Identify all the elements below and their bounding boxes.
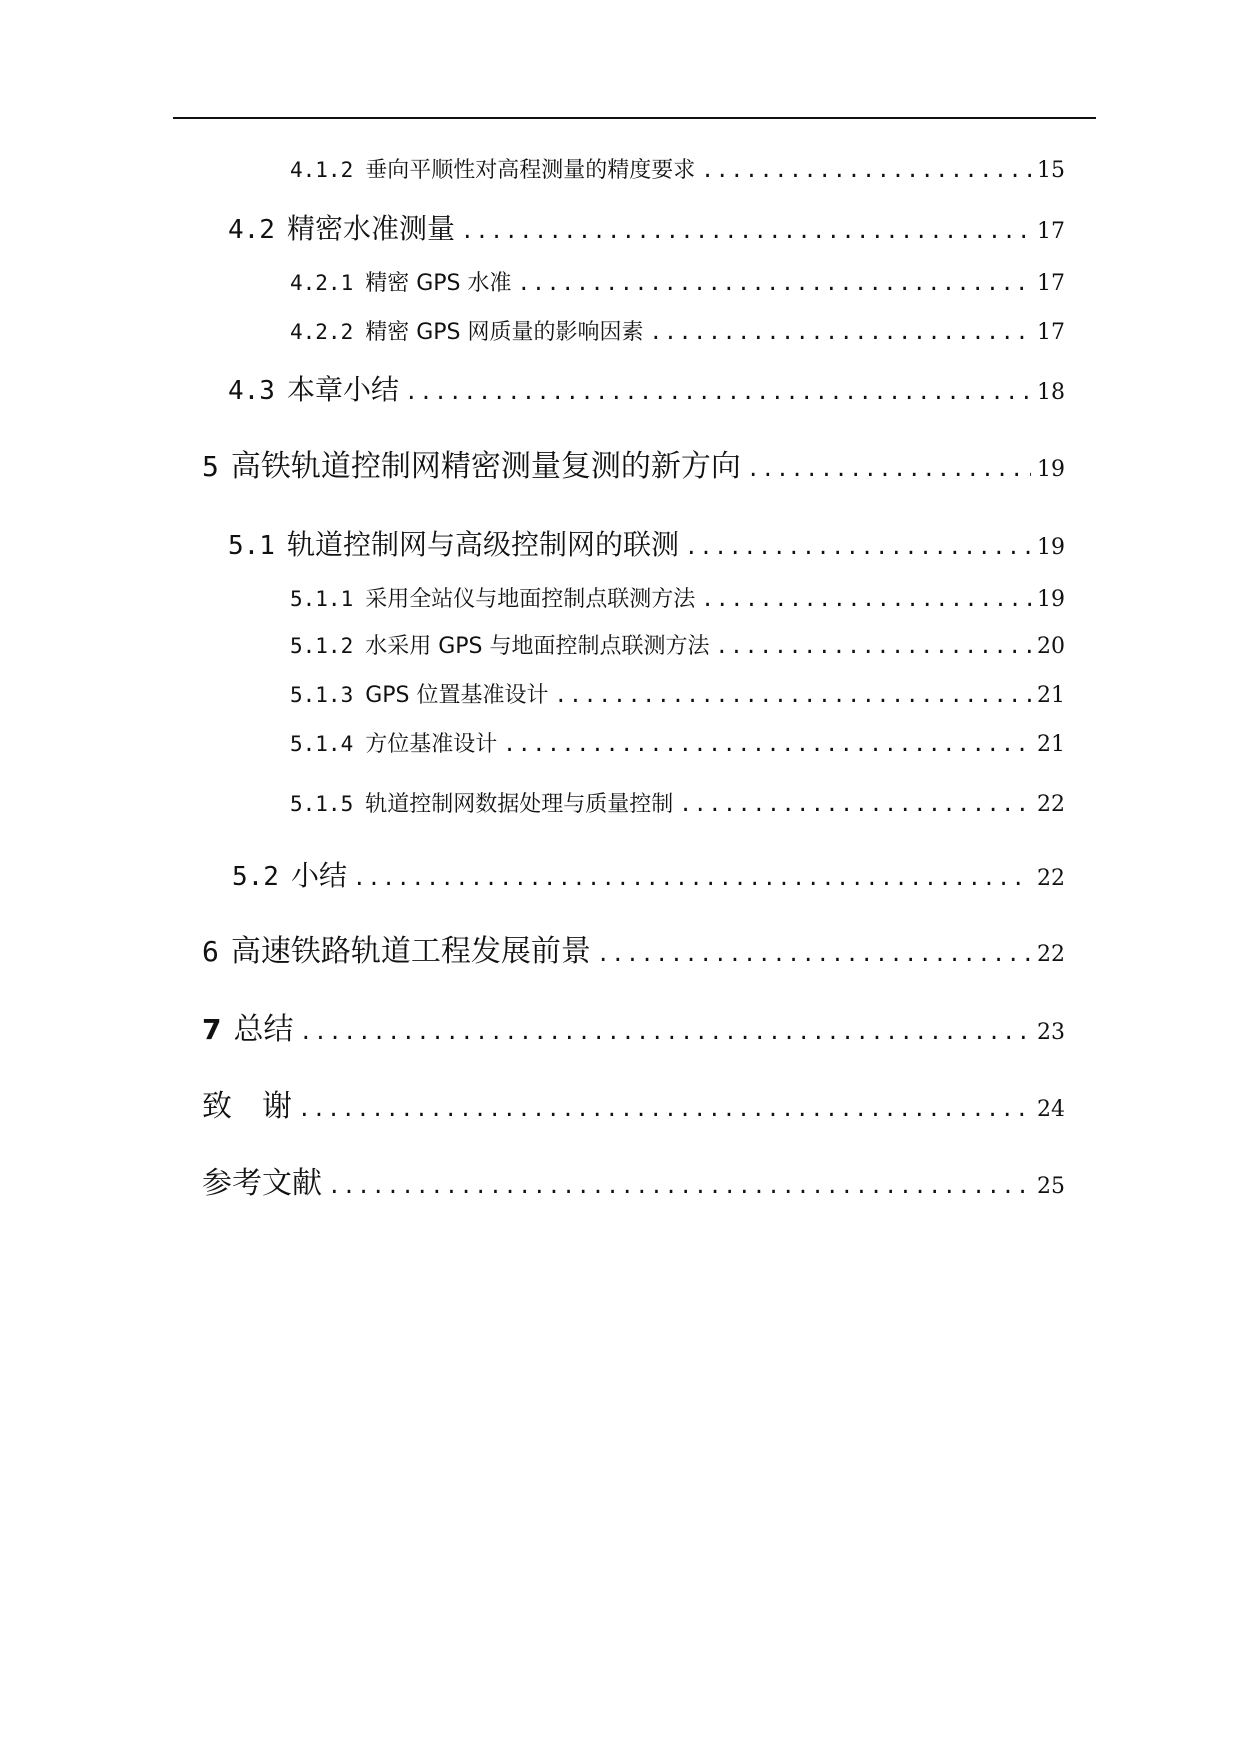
toc-entry-4-2-2[interactable]: [290, 320, 1065, 346]
toc-dot-leader: [685, 535, 1031, 560]
toc-entry-5-1-1[interactable]: [290, 587, 1065, 613]
toc-entry-5[interactable]: [202, 449, 1065, 485]
toc-entry-4-2[interactable]: [228, 212, 1065, 246]
toc-dot-leader: [650, 320, 1032, 345]
toc-entry-page: 15: [1037, 158, 1065, 183]
toc-entry-page: 17: [1037, 320, 1065, 345]
toc-entry-page: 22: [1037, 792, 1065, 817]
toc-entry-title: 本章小结: [286, 373, 399, 406]
toc-entry-page: 18: [1037, 380, 1065, 405]
toc-entry-7[interactable]: [202, 1012, 1065, 1048]
header-rule: [173, 117, 1096, 119]
toc-dot-leader: [298, 1097, 1031, 1122]
toc-entry-page: 19: [1037, 535, 1065, 560]
toc-entry-number: 5.1.2: [290, 634, 354, 658]
toc-entry-page: 19: [1037, 587, 1065, 612]
toc-entry-references[interactable]: [202, 1166, 1065, 1202]
toc-entry-page: 17: [1037, 219, 1065, 244]
toc-entry-title: 轨道控制网数据处理与质量控制: [365, 792, 674, 817]
toc-entry-number: 4.2: [228, 215, 275, 245]
toc-entry-acknowledgements[interactable]: [202, 1089, 1065, 1125]
toc-entry-number: 4.1.2: [290, 158, 354, 182]
toc-dot-leader: [716, 634, 1032, 659]
toc-entry-number: 5.2: [232, 862, 279, 892]
toc-entry-5-1-2[interactable]: [290, 634, 1065, 660]
toc-entry-title: 水采用 GPS 与地面控制点联测方法: [365, 634, 710, 659]
toc-entry-number: 5.1.5: [290, 792, 354, 816]
toc-entry-number: 5.1.3: [290, 683, 354, 707]
toc-entry-5-1-3[interactable]: [290, 683, 1065, 709]
toc-dot-leader: [701, 587, 1031, 612]
toc-dot-leader: [555, 683, 1032, 708]
toc-entry-title: 垂向平顺性对高程测量的精度要求: [365, 158, 696, 183]
toc-entry-6[interactable]: [202, 934, 1065, 970]
toc-entry-page: 19: [1037, 457, 1065, 482]
toc-entry-title: 致 谢: [202, 1089, 292, 1124]
toc-dot-leader: [299, 1020, 1031, 1045]
toc-entry-5-1[interactable]: [228, 528, 1065, 562]
toc-dot-leader: [747, 457, 1031, 482]
toc-entry-title: 参考文献: [202, 1166, 322, 1201]
toc-entry-title: 高速铁路轨道工程发展前景: [230, 934, 591, 969]
toc-entry-page: 24: [1037, 1097, 1065, 1122]
toc-entry-number: 5.1.4: [290, 732, 354, 756]
toc-dot-leader: [597, 942, 1031, 967]
toc-entry-page: 20: [1037, 634, 1065, 659]
toc-entry-4-2-1[interactable]: [290, 271, 1065, 297]
toc-dot-leader: [405, 380, 1031, 405]
toc-entry-page: 22: [1037, 866, 1065, 891]
toc-entry-4-1-2[interactable]: [290, 158, 1065, 184]
toc-entry-page: 21: [1037, 683, 1065, 708]
toc-entry-page: 21: [1037, 732, 1065, 757]
toc-entry-title: 精密水准测量: [286, 212, 455, 245]
toc-entry-number: 5: [202, 450, 219, 483]
toc-entry-page: 23: [1037, 1020, 1065, 1045]
toc-entry-number: 5.1: [228, 531, 275, 561]
toc-entry-title: GPS 位置基准设计: [365, 683, 549, 708]
toc-entry-number: 4.2.2: [290, 320, 354, 344]
toc-dot-leader: [461, 219, 1031, 244]
toc-entry-title: 采用全站仪与地面控制点联测方法: [365, 587, 696, 612]
toc-entry-number: 4.3: [228, 376, 275, 406]
toc-entry-page: 25: [1037, 1174, 1065, 1199]
toc-entry-title: 高铁轨道控制网精密测量复测的新方向: [230, 449, 741, 484]
toc-entry-page: 22: [1037, 942, 1065, 967]
toc-entry-title: 精密 GPS 水准: [365, 271, 512, 296]
toc-entry-title: 小结: [290, 859, 347, 892]
toc-entry-4-3[interactable]: [228, 373, 1065, 407]
toc-dot-leader: [503, 732, 1031, 757]
toc-entry-title: 方位基准设计: [365, 732, 498, 757]
toc-entry-5-2[interactable]: [232, 859, 1065, 893]
toc-entry-title: 总结: [233, 1012, 294, 1047]
toc-entry-page: 17: [1037, 271, 1065, 296]
toc-entry-title: 轨道控制网与高级控制网的联测: [286, 528, 679, 561]
toc-entry-number: 6: [202, 935, 219, 968]
toc-dot-leader: [679, 792, 1031, 817]
toc-entry-number: 5.1.1: [290, 587, 354, 611]
toc-dot-leader: [701, 158, 1031, 183]
toc-entry-number: 7: [202, 1013, 222, 1046]
toc-entry-title: 精密 GPS 网质量的影响因素: [365, 320, 644, 345]
toc-dot-leader: [518, 271, 1032, 296]
toc-entry-5-1-4[interactable]: [290, 732, 1065, 758]
toc-entry-number: 4.2.1: [290, 271, 354, 295]
toc-dot-leader: [353, 866, 1031, 891]
toc-entry-5-1-5[interactable]: [290, 792, 1065, 818]
toc-dot-leader: [328, 1174, 1031, 1199]
